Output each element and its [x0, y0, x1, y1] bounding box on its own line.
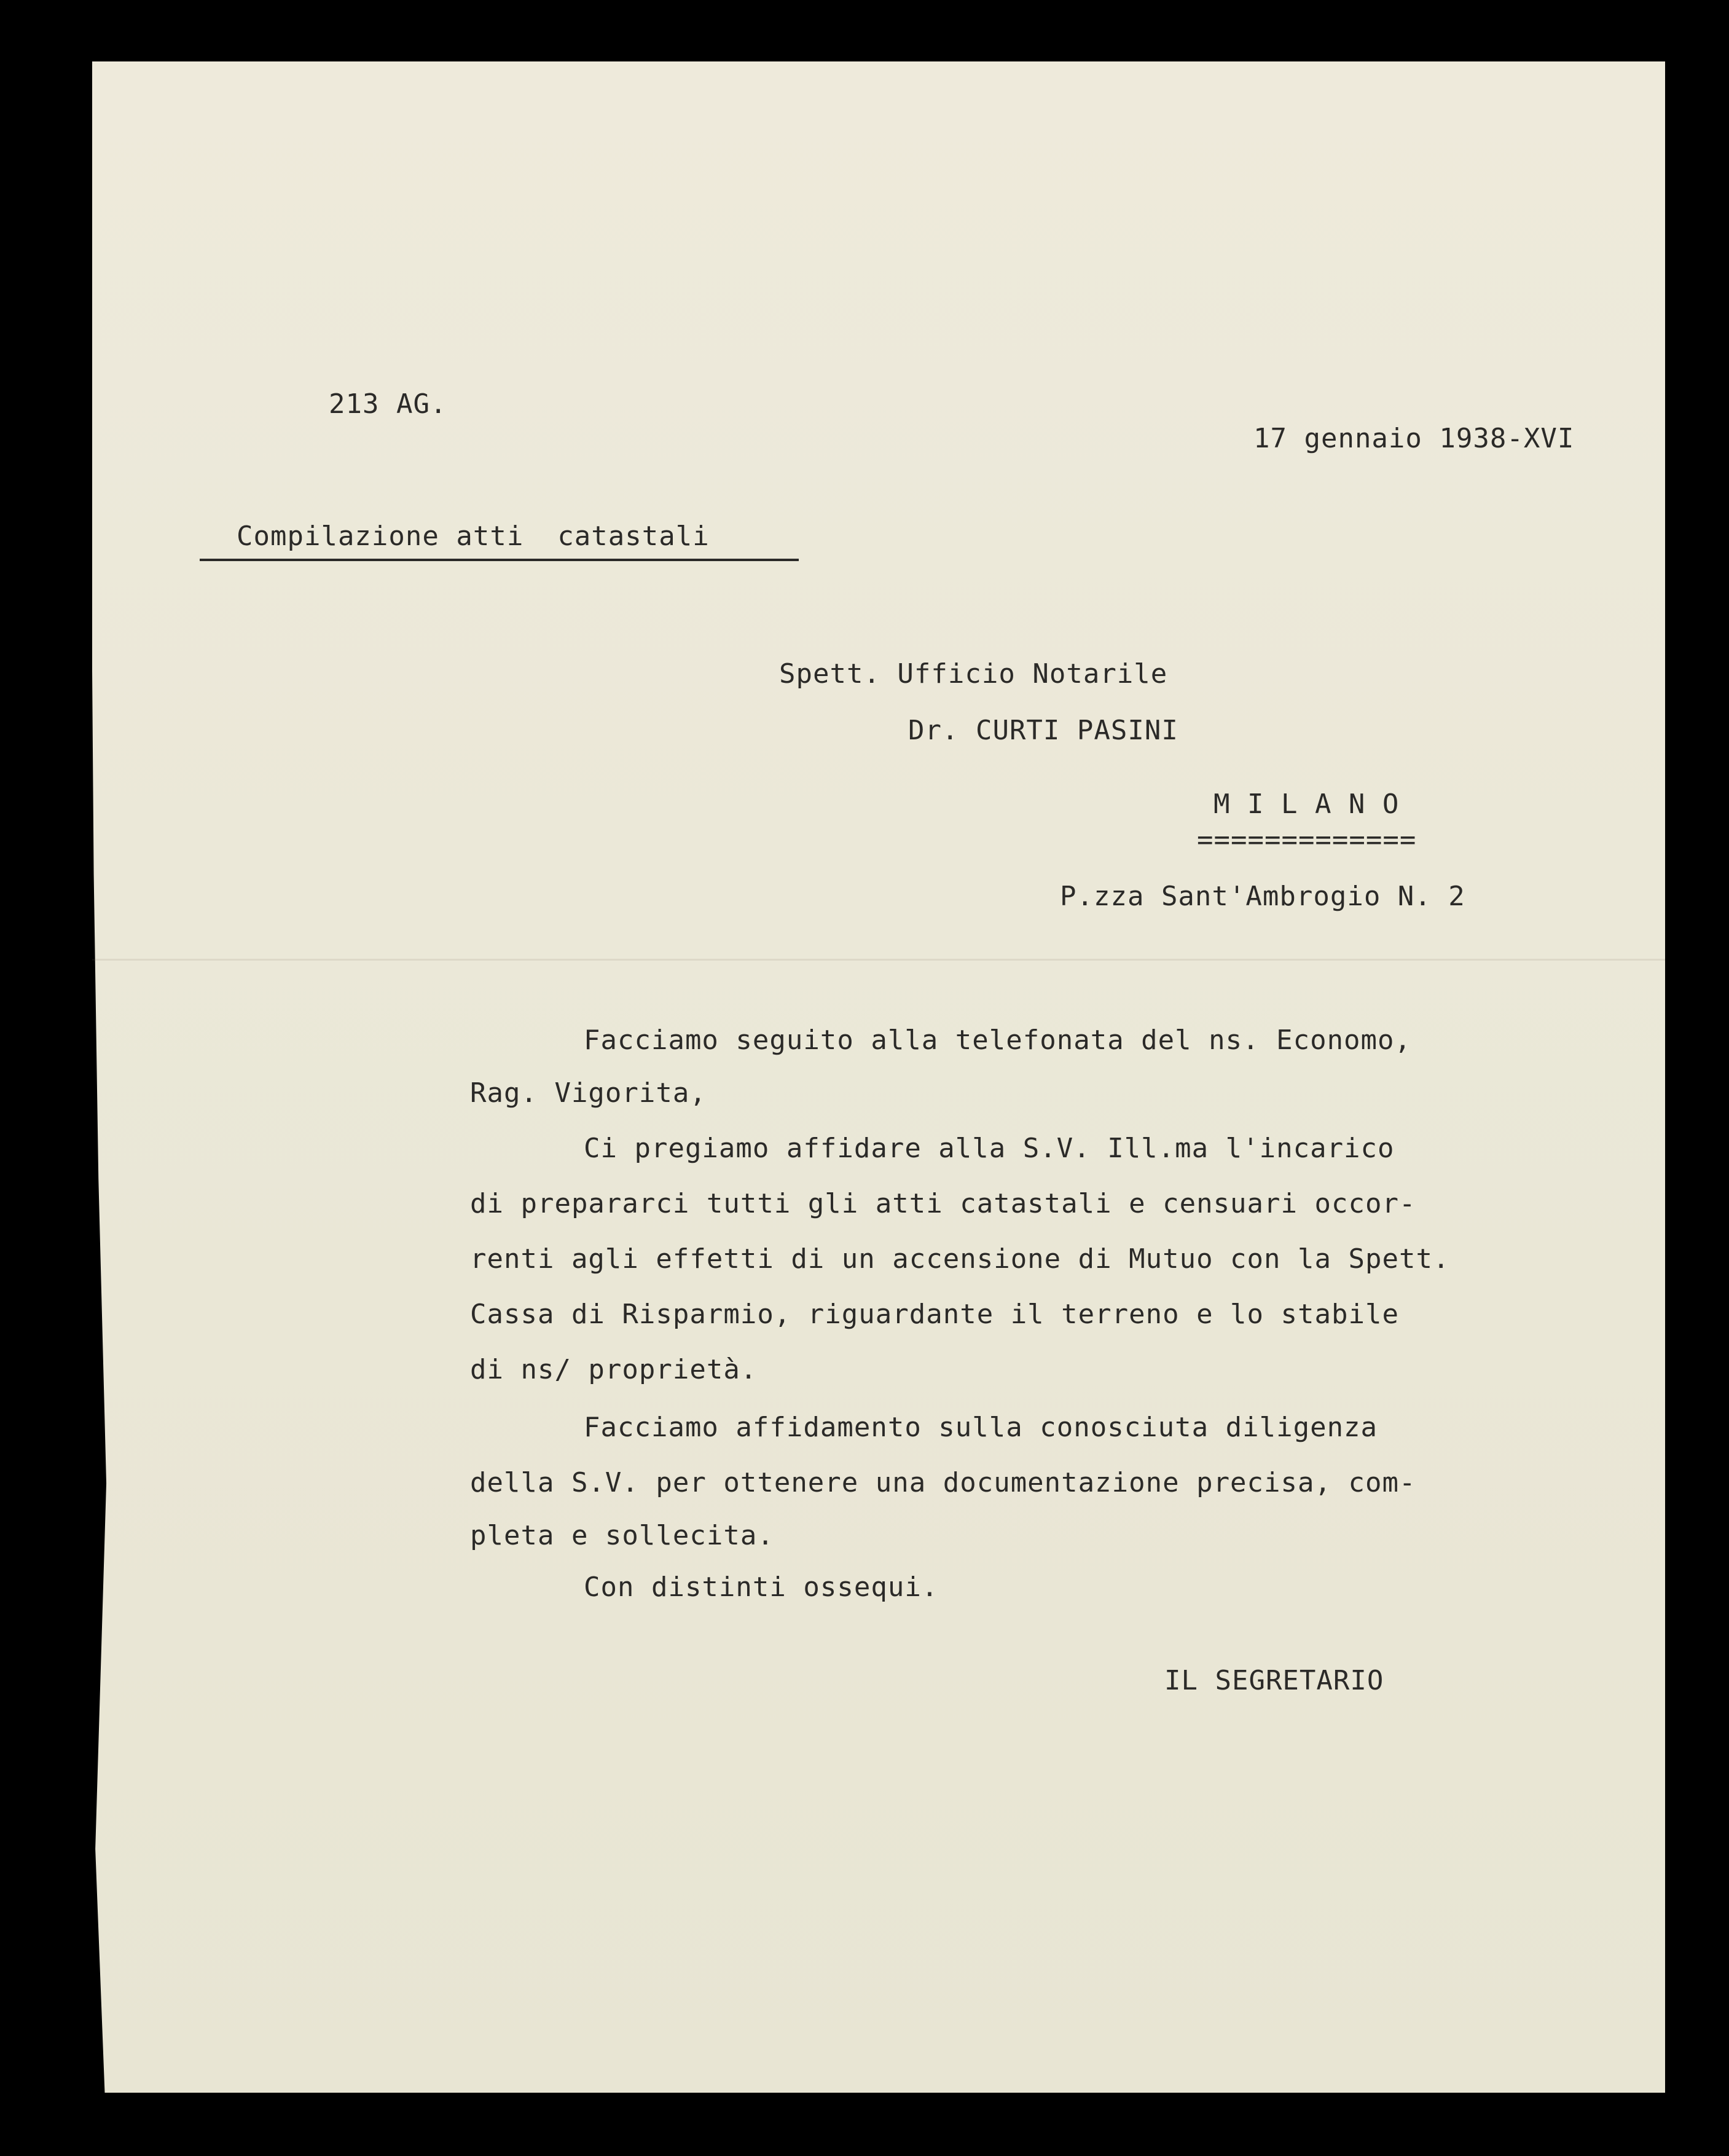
body-line: Rag. Vigorita,: [470, 1077, 707, 1109]
body-line: della S.V. per ottenere una documentazione precisa, com-: [470, 1467, 1416, 1498]
subject-line: [200, 521, 799, 561]
paper-fold-line: [92, 959, 1665, 961]
protocol-number: 213 AG.: [329, 388, 447, 420]
body-line: pleta e sollecita.: [470, 1520, 774, 1551]
letter-date: 17 gennaio 1938-XVI: [1253, 423, 1575, 454]
body-line: Cassa di Risparmio, riguardante il terreno e lo stabile: [470, 1299, 1399, 1330]
recipient-city: M I L A N O: [1213, 789, 1400, 820]
body-line: Facciamo seguito alla telefonata del ns. Economo,: [584, 1025, 1412, 1056]
body-line: Facciamo affidamento sulla conosciuta diligenza: [584, 1412, 1378, 1443]
paper-sheet: [92, 61, 1665, 2093]
signature: IL SEGRETARIO: [1164, 1665, 1384, 1696]
recipient-address: P.zza Sant'Ambrogio N. 2: [1060, 881, 1465, 912]
body-line: Con distinti ossequi.: [584, 1572, 939, 1603]
body-line: renti agli effetti di un accensione di Mutuo con la Spett.: [470, 1243, 1450, 1275]
body-line: di prepararci tutti gli atti catastali e censuari occor-: [470, 1188, 1416, 1219]
recipient-city-rule: =============: [1197, 824, 1417, 856]
body-line: di ns/ proprietà.: [470, 1354, 758, 1385]
recipient-line-2: Dr. CURTI PASINI: [908, 715, 1178, 746]
body-line: Ci pregiamo affidare alla S.V. Ill.ma l'incarico: [584, 1133, 1395, 1164]
subject-text: Compilazione atti catastali: [237, 521, 710, 552]
recipient-line-1: Spett. Ufficio Notarile: [779, 658, 1168, 690]
